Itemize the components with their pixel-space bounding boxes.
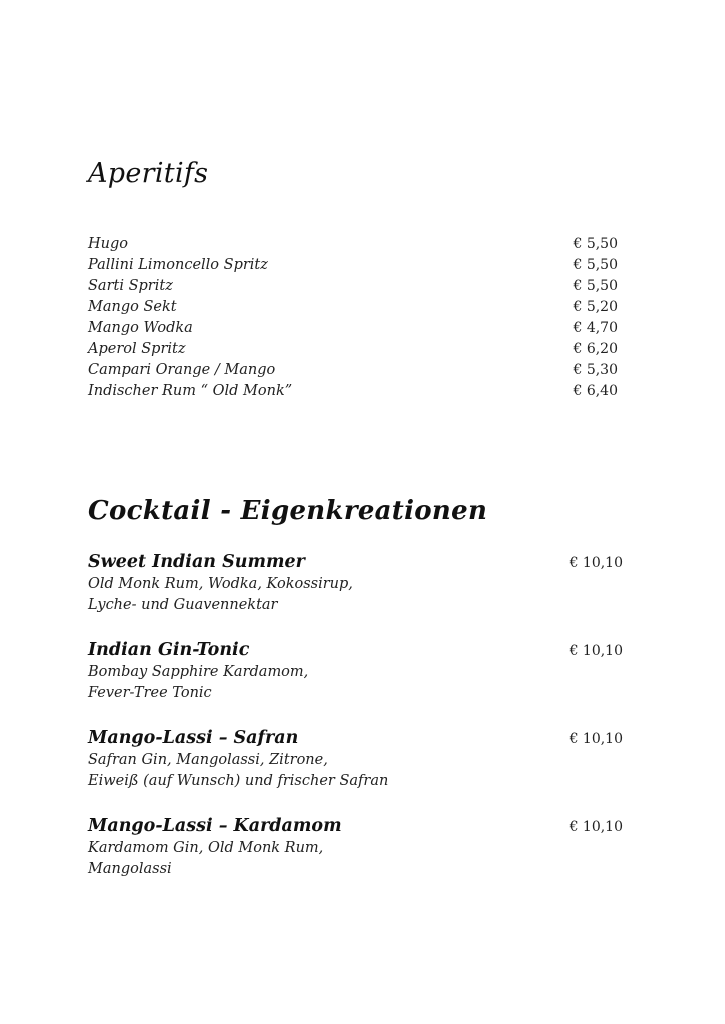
cocktail-header <box>88 728 623 748</box>
list-item <box>88 278 618 299</box>
description-line: Kardamom Gin, Old Monk Rum, <box>88 840 324 856</box>
cocktail-name: Sweet Indian Summer <box>88 552 305 572</box>
cocktail-name: Indian Gin-Tonic <box>88 640 250 660</box>
item-name: Sarti Spritz <box>88 278 173 294</box>
item-price: € 6,40 <box>573 383 618 399</box>
cocktail-price: € 10,10 <box>569 731 623 747</box>
cocktail-description <box>88 838 623 880</box>
item-price: € 5,50 <box>573 236 618 252</box>
cocktail-price: € 10,10 <box>569 555 623 571</box>
aperitifs-list <box>88 236 618 404</box>
list-item <box>88 299 618 320</box>
list-item <box>88 236 618 257</box>
cocktail-header <box>88 552 623 572</box>
item-name: Campari Orange / Mango <box>88 362 276 378</box>
item-price: € 6,20 <box>573 341 618 357</box>
list-item <box>88 320 618 341</box>
item-name: Aperol Spritz <box>88 341 186 357</box>
item-price: € 5,30 <box>573 362 618 378</box>
list-item <box>88 383 618 404</box>
item-price: € 5,50 <box>573 278 618 294</box>
cocktails-heading: Cocktail - Eigenkreationen <box>88 496 488 526</box>
cocktail-description <box>88 574 623 616</box>
cocktail-price: € 10,10 <box>569 819 623 835</box>
description-line: Lyche- und Guavennektar <box>88 597 278 613</box>
list-item <box>88 341 618 362</box>
item-price: € 5,50 <box>573 257 618 273</box>
cocktails-list <box>88 552 623 904</box>
list-item <box>88 362 618 383</box>
item-name: Indischer Rum “ Old Monk” <box>88 383 293 399</box>
cocktail-item <box>88 728 623 816</box>
item-price: € 5,20 <box>573 299 618 315</box>
description-line: Mangolassi <box>88 861 172 877</box>
description-line: Bombay Sapphire Kardamom, <box>88 664 309 680</box>
item-name: Mango Wodka <box>88 320 193 336</box>
item-price: € 4,70 <box>573 320 618 336</box>
cocktail-description <box>88 662 623 704</box>
list-item <box>88 257 618 278</box>
description-line: Old Monk Rum, Wodka, Kokossirup, <box>88 576 353 592</box>
item-name: Pallini Limoncello Spritz <box>88 257 268 273</box>
cocktail-header <box>88 816 623 836</box>
cocktail-item <box>88 816 623 904</box>
cocktail-item <box>88 552 623 640</box>
description-line: Safran Gin, Mangolassi, Zitrone, <box>88 752 328 768</box>
cocktail-item <box>88 640 623 728</box>
description-line: Eiweiß (auf Wunsch) und frischer Safran <box>88 773 389 789</box>
cocktail-name: Mango-Lassi – Kardamom <box>88 816 342 836</box>
cocktail-header <box>88 640 623 660</box>
cocktail-description <box>88 750 623 792</box>
item-name: Hugo <box>88 236 128 252</box>
item-name: Mango Sekt <box>88 299 177 315</box>
cocktail-name: Mango-Lassi – Safran <box>88 728 299 748</box>
aperitifs-heading: Aperitifs <box>88 158 209 189</box>
cocktail-price: € 10,10 <box>569 643 623 659</box>
description-line: Fever-Tree Tonic <box>88 685 212 701</box>
